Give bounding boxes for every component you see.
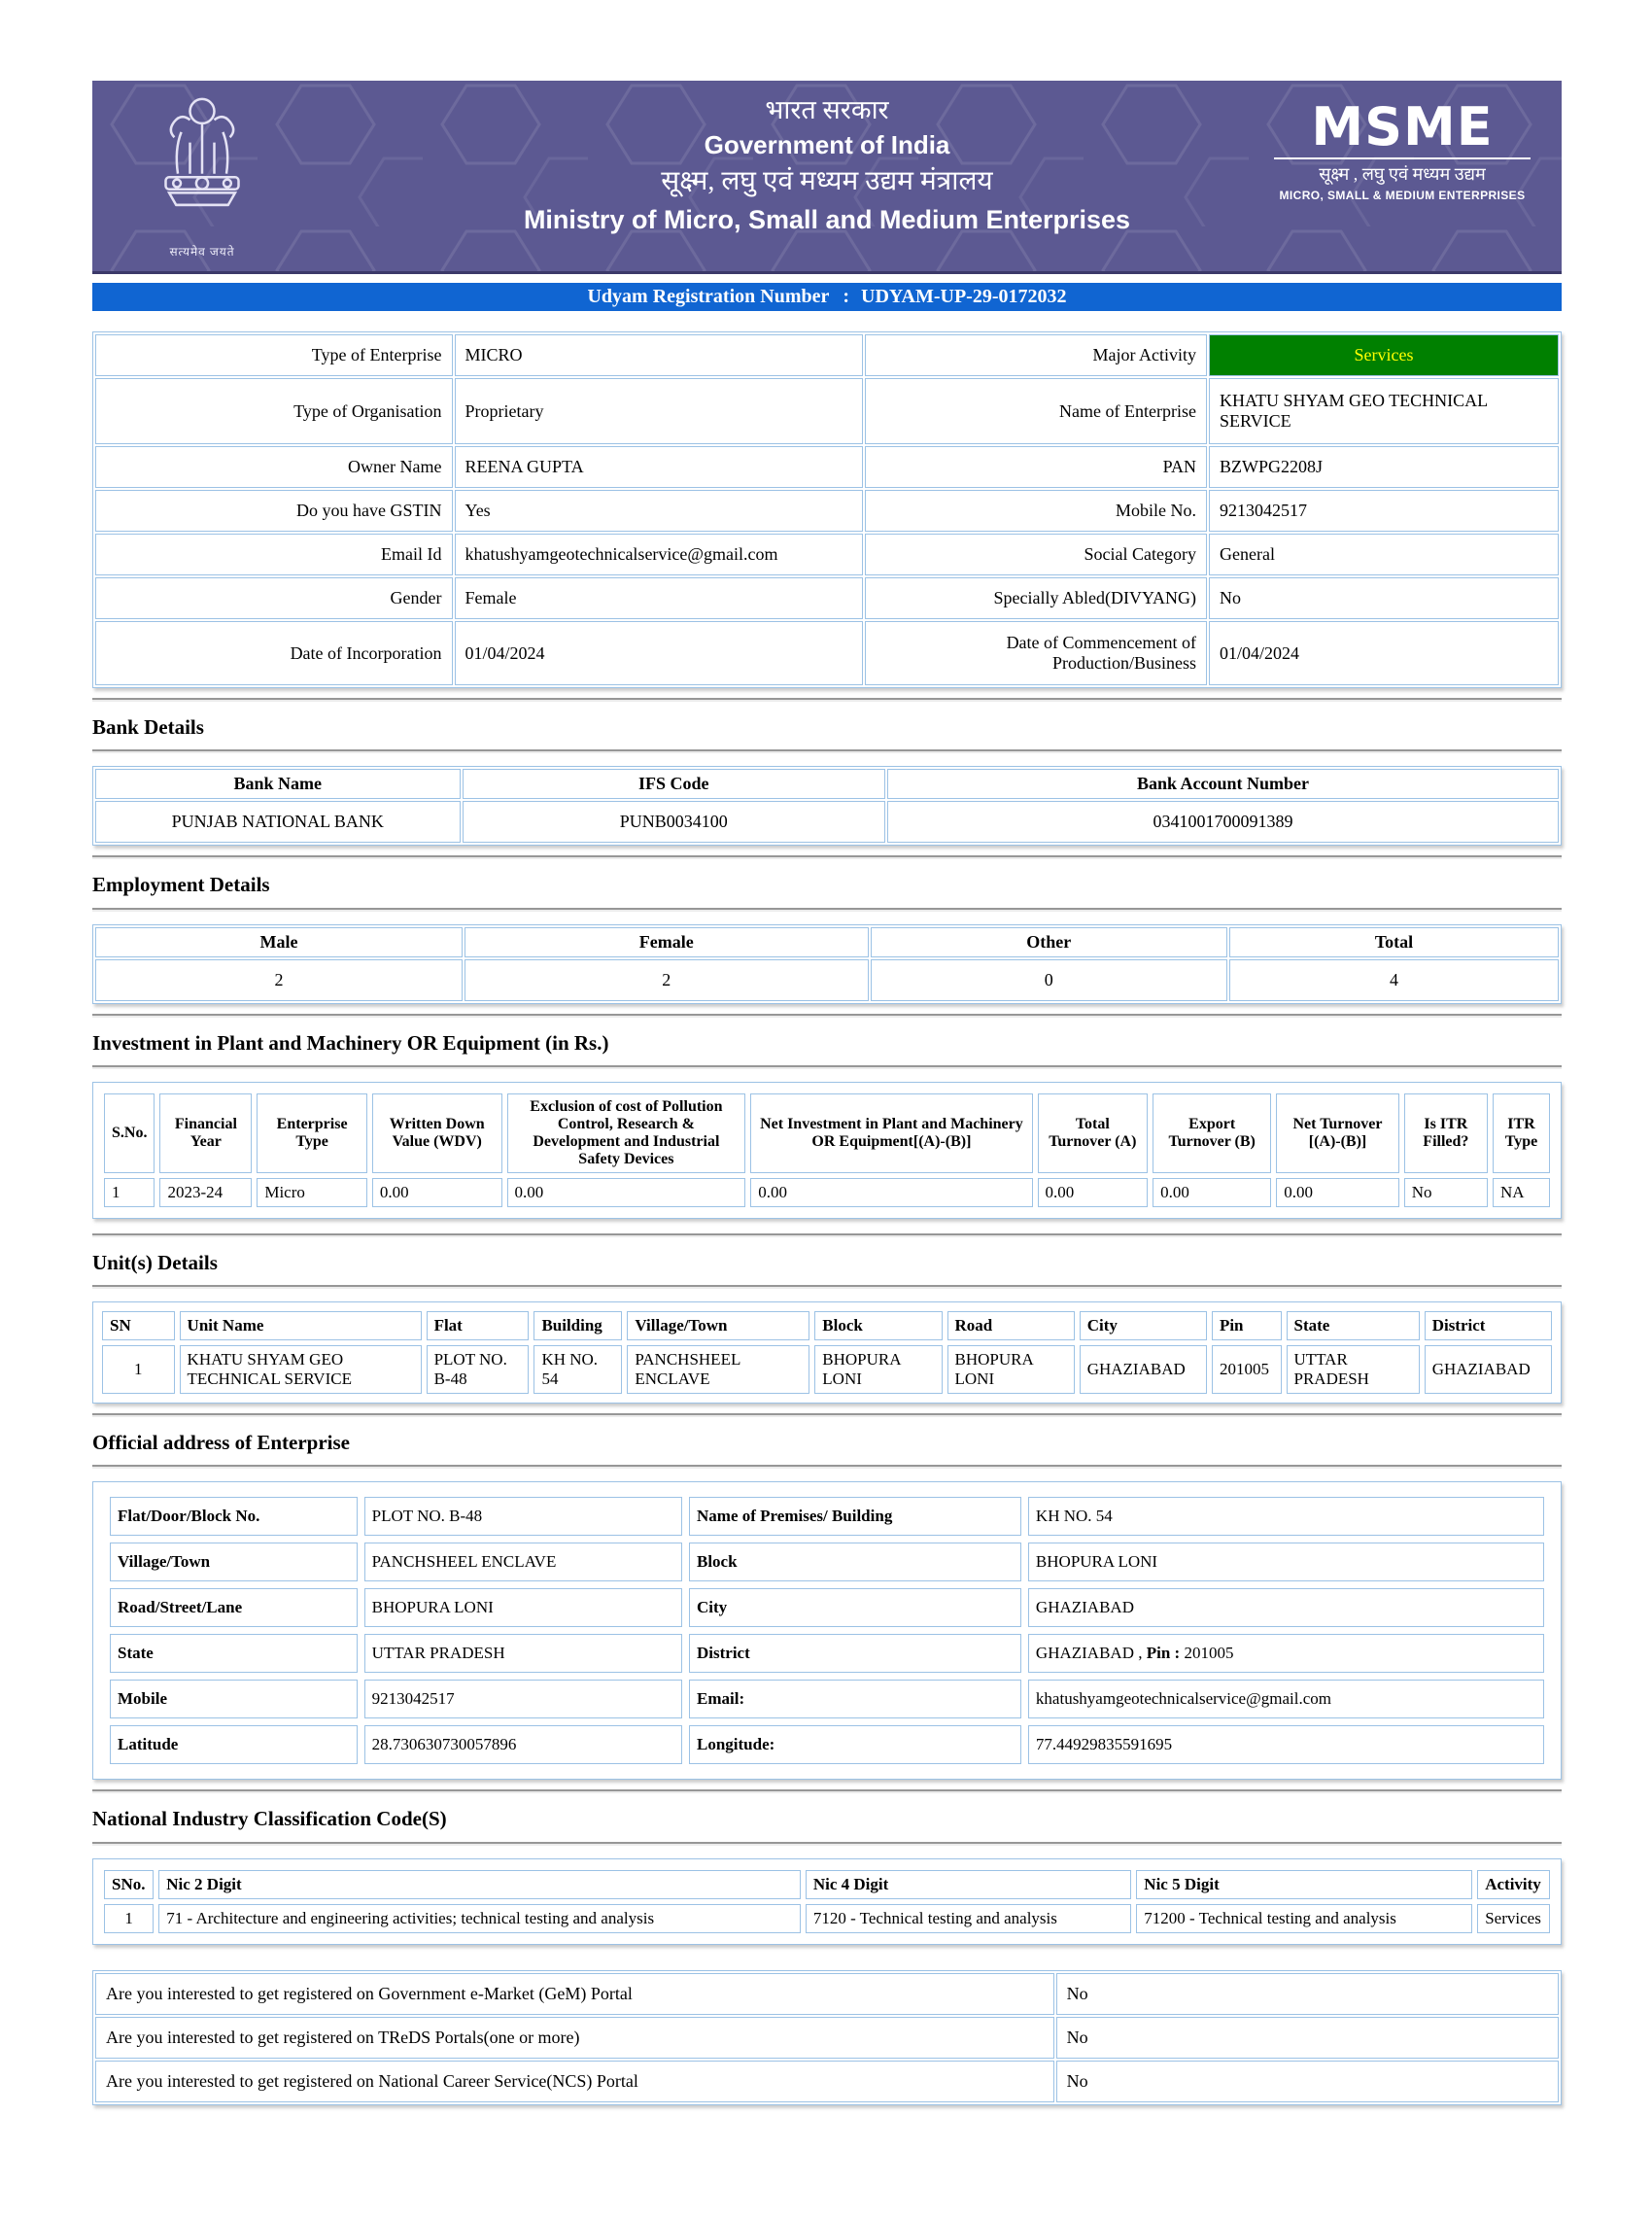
total-count: 4 (1229, 959, 1559, 1001)
unit-village-value: PANCHSHEEL ENCLAVE (627, 1345, 809, 1394)
section-separator (92, 1465, 1562, 1469)
mobile-value: 9213042517 (364, 1680, 682, 1718)
village-town-header: Village/Town (627, 1311, 809, 1340)
email-value: khatushyamgeotechnicalservice@gmail.com (1028, 1680, 1544, 1718)
table-row (110, 1497, 1544, 1536)
govt-of-india-english: Government of India (704, 129, 950, 159)
pin-header: Pin (1212, 1311, 1282, 1340)
email-id-label: Email Id (95, 534, 453, 575)
ncs-portal-question: Are you interested to get registered on National Career Service(NCS) Portal (95, 2061, 1054, 2102)
mobile-label: Mobile (110, 1680, 358, 1718)
itr-type-value: NA (1493, 1178, 1550, 1207)
table-row (95, 490, 1559, 532)
table-header-row (95, 927, 1559, 957)
block-header: Block (814, 1311, 942, 1340)
section-separator (92, 1065, 1562, 1069)
unit-pin-value: 201005 (1212, 1345, 1282, 1394)
nic-5digit-value: 71200 - Technical testing and analysis (1136, 1904, 1472, 1933)
section-separator (92, 1014, 1562, 1018)
city-header: City (1080, 1311, 1207, 1340)
unit-building-value: KH NO. 54 (533, 1345, 622, 1394)
longitude-label: Longitude: (689, 1725, 1021, 1764)
premises-building-value: KH NO. 54 (1028, 1497, 1544, 1536)
district-pin-value: 201005 (1180, 1644, 1234, 1663)
treds-portal-question: Are you interested to get registered on TReDS Portals(one or more) (95, 2017, 1054, 2059)
emblem-motto: सत्यमेव जयते (169, 245, 235, 259)
wdv-header: Written Down Value (WDV) (372, 1093, 502, 1173)
units-details-heading: Unit(s) Details (92, 1250, 218, 1274)
flat-door-block-label: Flat/Door/Block No. (110, 1497, 358, 1536)
ministry-hindi: सूक्ष्म, लघु एवं मध्यम उद्यम मंत्रालय (661, 166, 993, 197)
section-separator (92, 1413, 1562, 1417)
msme-subtitle-english: MICRO, SMALL & MEDIUM ENTERPRISES (1279, 188, 1526, 202)
village-town-value: PANCHSHEEL ENCLAVE (364, 1543, 682, 1581)
specially-abled-label: Specially Abled(DIVYANG) (865, 577, 1208, 619)
district-label: District (689, 1634, 1021, 1673)
state-value: UTTAR PRADESH (364, 1634, 682, 1673)
table-row (95, 801, 1559, 843)
mobile-no-value: 9213042517 (1209, 490, 1559, 532)
flat-door-block-value: PLOT NO. B-48 (364, 1497, 682, 1536)
major-activity-value: Services (1209, 334, 1559, 376)
gstin-label: Do you have GSTIN (95, 490, 453, 532)
section-separator (92, 749, 1562, 753)
mobile-no-label: Mobile No. (865, 490, 1208, 532)
nic-2digit-header: Nic 2 Digit (158, 1870, 801, 1899)
net-investment-value: 0.00 (750, 1178, 1032, 1207)
social-category-label: Social Category (865, 534, 1208, 575)
table-header-row (104, 1870, 1550, 1899)
state-label: State (110, 1634, 358, 1673)
district-value (1028, 1634, 1544, 1673)
ifs-code-value: PUNB0034100 (463, 801, 886, 843)
section-separator (92, 855, 1562, 859)
sno-value: 1 (104, 1178, 155, 1207)
other-count: 0 (871, 959, 1228, 1001)
date-of-incorporation-value: 01/04/2024 (455, 621, 863, 685)
nic-4digit-value: 7120 - Technical testing and analysis (806, 1904, 1131, 1933)
social-category-value: General (1209, 534, 1559, 575)
unit-city-value: GHAZIABAD (1080, 1345, 1207, 1394)
ncs-portal-answer: No (1056, 2061, 1559, 2102)
bank-name-header: Bank Name (95, 769, 461, 799)
unit-name-header: Unit Name (180, 1311, 422, 1340)
table-row (110, 1634, 1544, 1673)
road-header: Road (947, 1311, 1075, 1340)
nic-4digit-header: Nic 4 Digit (806, 1870, 1131, 1899)
bank-account-number-header: Bank Account Number (887, 769, 1559, 799)
employment-details-table (92, 924, 1562, 1004)
male-count: 2 (95, 959, 463, 1001)
table-row (95, 378, 1559, 444)
owner-name-value: REENA GUPTA (455, 446, 863, 488)
city-value: GHAZIABAD (1028, 1588, 1544, 1627)
female-count: 2 (465, 959, 869, 1001)
table-row (95, 1973, 1559, 2015)
registration-number-label: Udyam Registration Number (587, 286, 830, 307)
owner-name-label: Owner Name (95, 446, 453, 488)
exclusion-cost-value: 0.00 (507, 1178, 746, 1207)
specially-abled-value: No (1209, 577, 1559, 619)
gender-value: Female (455, 577, 863, 619)
net-turnover-header: Net Turnover [(A)-(B)] (1276, 1093, 1398, 1173)
msme-logo (1256, 96, 1548, 202)
header-banner (92, 81, 1562, 274)
exclusion-cost-header: Exclusion of cost of Pollution Control, Research & Development and Industrial Safety Devices (507, 1093, 746, 1173)
section-separator (92, 908, 1562, 912)
table-row (95, 2061, 1559, 2102)
table-row (110, 1588, 1544, 1627)
major-activity-label: Major Activity (865, 334, 1208, 376)
certificate-page (92, 81, 1562, 2105)
itr-type-header: ITR Type (1493, 1093, 1550, 1173)
table-row (110, 1543, 1544, 1581)
table-row (95, 534, 1559, 575)
section-separator (92, 698, 1562, 702)
unit-state-value: UTTAR PRADESH (1287, 1345, 1420, 1394)
table-header-row (102, 1311, 1552, 1340)
table-row (110, 1725, 1544, 1764)
sn-header: SN (102, 1311, 175, 1340)
registration-number-colon: : (843, 286, 850, 307)
total-header: Total (1229, 927, 1559, 957)
gem-portal-answer: No (1056, 1973, 1559, 2015)
table-row (95, 959, 1559, 1001)
sno-header: S.No. (104, 1093, 155, 1173)
gstin-value: Yes (455, 490, 863, 532)
udyam-registration-bar (92, 283, 1562, 311)
state-header: State (1287, 1311, 1420, 1340)
ifs-code-header: IFS Code (463, 769, 886, 799)
type-of-enterprise-label: Type of Enterprise (95, 334, 453, 376)
units-table-box (92, 1301, 1562, 1404)
longitude-value: 77.44929835591695 (1028, 1725, 1544, 1764)
msme-logo-divider (1274, 157, 1531, 159)
district-header: District (1425, 1311, 1552, 1340)
treds-portal-answer: No (1056, 2017, 1559, 2059)
gem-portal-question: Are you interested to get registered on Government e-Market (GeM) Portal (95, 1973, 1054, 2015)
pan-label: PAN (865, 446, 1208, 488)
nic-activity-header: Activity (1477, 1870, 1550, 1899)
nic-table (99, 1865, 1555, 1938)
district-pin-label: Pin : (1146, 1644, 1181, 1663)
is-itr-filled-header: Is ITR Filled? (1404, 1093, 1488, 1173)
village-town-label: Village/Town (110, 1543, 358, 1581)
table-row (95, 2017, 1559, 2059)
table-row (102, 1345, 1552, 1394)
nic-activity-value: Services (1477, 1904, 1550, 1933)
investment-table (99, 1089, 1555, 1212)
registration-number-value: UDYAM-UP-29-0172032 (861, 286, 1067, 307)
table-row (104, 1904, 1550, 1933)
ministry-english: Ministry of Micro, Small and Medium Enterprises (523, 205, 1131, 235)
employment-details-heading: Employment Details (92, 873, 270, 897)
block-value: BHOPURA LONI (1028, 1543, 1544, 1581)
date-of-commencement-label: Date of Commencement of Production/Business (865, 621, 1208, 685)
export-turnover-header: Export Turnover (B) (1153, 1093, 1271, 1173)
table-row (95, 621, 1559, 685)
enterprise-type-header: Enterprise Type (257, 1093, 367, 1173)
bank-details-heading: Bank Details (92, 715, 204, 739)
premises-building-label: Name of Premises/ Building (689, 1497, 1021, 1536)
other-header: Other (871, 927, 1228, 957)
male-header: Male (95, 927, 463, 957)
block-label: Block (689, 1543, 1021, 1581)
section-separator (92, 1789, 1562, 1793)
official-address-heading: Official address of Enterprise (92, 1431, 351, 1454)
building-header: Building (533, 1311, 622, 1340)
bank-account-number-value: 0341001700091389 (887, 801, 1559, 843)
is-itr-filled-value: No (1404, 1178, 1488, 1207)
total-turnover-value: 0.00 (1038, 1178, 1149, 1207)
unit-sn-value: 1 (102, 1345, 175, 1394)
bank-details-table (92, 766, 1562, 846)
type-of-enterprise-value: MICRO (455, 334, 863, 376)
unit-road-value: BHOPURA LONI (947, 1345, 1075, 1394)
investment-heading: Investment in Plant and Machinery OR Equipment (in Rs.) (92, 1030, 609, 1055)
email-label: Email: (689, 1680, 1021, 1718)
export-turnover-value: 0.00 (1153, 1178, 1271, 1207)
financial-year-value: 2023-24 (159, 1178, 252, 1207)
district-city: GHAZIABAD , (1035, 1644, 1147, 1663)
unit-district-value: GHAZIABAD (1425, 1345, 1552, 1394)
wdv-value: 0.00 (372, 1178, 502, 1207)
unit-flat-value: PLOT NO. B-48 (427, 1345, 530, 1394)
unit-block-value: BHOPURA LONI (814, 1345, 942, 1394)
nic-heading: National Industry Classification Code(S) (92, 1807, 447, 1831)
date-of-commencement-value: 01/04/2024 (1209, 621, 1559, 685)
table-header-row (95, 769, 1559, 799)
email-id-value: khatushyamgeotechnicalservice@gmail.com (455, 534, 863, 575)
msme-wordmark: MSME (1311, 96, 1494, 157)
table-row (95, 577, 1559, 619)
road-street-lane-value: BHOPURA LONI (364, 1588, 682, 1627)
table-row (95, 334, 1559, 376)
latitude-value: 28.730630730057896 (364, 1725, 682, 1764)
latitude-label: Latitude (110, 1725, 358, 1764)
flat-header: Flat (427, 1311, 530, 1340)
section-separator (92, 1842, 1562, 1846)
unit-name-value: KHATU SHYAM GEO TECHNICAL SERVICE (180, 1345, 422, 1394)
govt-of-india-hindi: भारत सरकार (765, 95, 889, 124)
section-separator (92, 1285, 1562, 1289)
nic-sno-header: SNo. (104, 1870, 154, 1899)
official-address-table (103, 1490, 1551, 1771)
name-of-enterprise-value: KHATU SHYAM GEO TECHNICAL SERVICE (1209, 378, 1559, 444)
nic-5digit-header: Nic 5 Digit (1136, 1870, 1472, 1899)
section-separator (92, 1233, 1562, 1237)
financial-year-header: Financial Year (159, 1093, 252, 1173)
nic-table-box (92, 1858, 1562, 1945)
female-header: Female (465, 927, 869, 957)
enterprise-type-value: Micro (257, 1178, 367, 1207)
city-label: City (689, 1588, 1021, 1627)
table-row (110, 1680, 1544, 1718)
msme-subtitle-hindi: सूक्ष्म , लघु एवं मध्यम उद्यम (1319, 164, 1486, 185)
portal-questions-table (92, 1970, 1562, 2105)
nic-2digit-value: 71 - Architecture and engineering activities; technical testing and analysis (158, 1904, 801, 1933)
type-of-organisation-label: Type of Organisation (95, 378, 453, 444)
table-row (95, 446, 1559, 488)
road-street-lane-label: Road/Street/Lane (110, 1588, 358, 1627)
investment-table-box (92, 1082, 1562, 1219)
name-of-enterprise-label: Name of Enterprise (865, 378, 1208, 444)
pan-value: BZWPG2208J (1209, 446, 1559, 488)
table-row (104, 1178, 1550, 1207)
nic-sno-value: 1 (104, 1904, 154, 1933)
table-header-row (104, 1093, 1550, 1173)
net-turnover-value: 0.00 (1276, 1178, 1398, 1207)
type-of-organisation-value: Proprietary (455, 378, 863, 444)
net-investment-header: Net Investment in Plant and Machinery OR Equipment[(A)-(B)] (750, 1093, 1032, 1173)
units-table (97, 1306, 1557, 1399)
total-turnover-header: Total Turnover (A) (1038, 1093, 1149, 1173)
date-of-incorporation-label: Date of Incorporation (95, 621, 453, 685)
official-address-box (92, 1481, 1562, 1780)
bank-name-value: PUNJAB NATIONAL BANK (95, 801, 461, 843)
enterprise-info-table (92, 331, 1562, 688)
gender-label: Gender (95, 577, 453, 619)
